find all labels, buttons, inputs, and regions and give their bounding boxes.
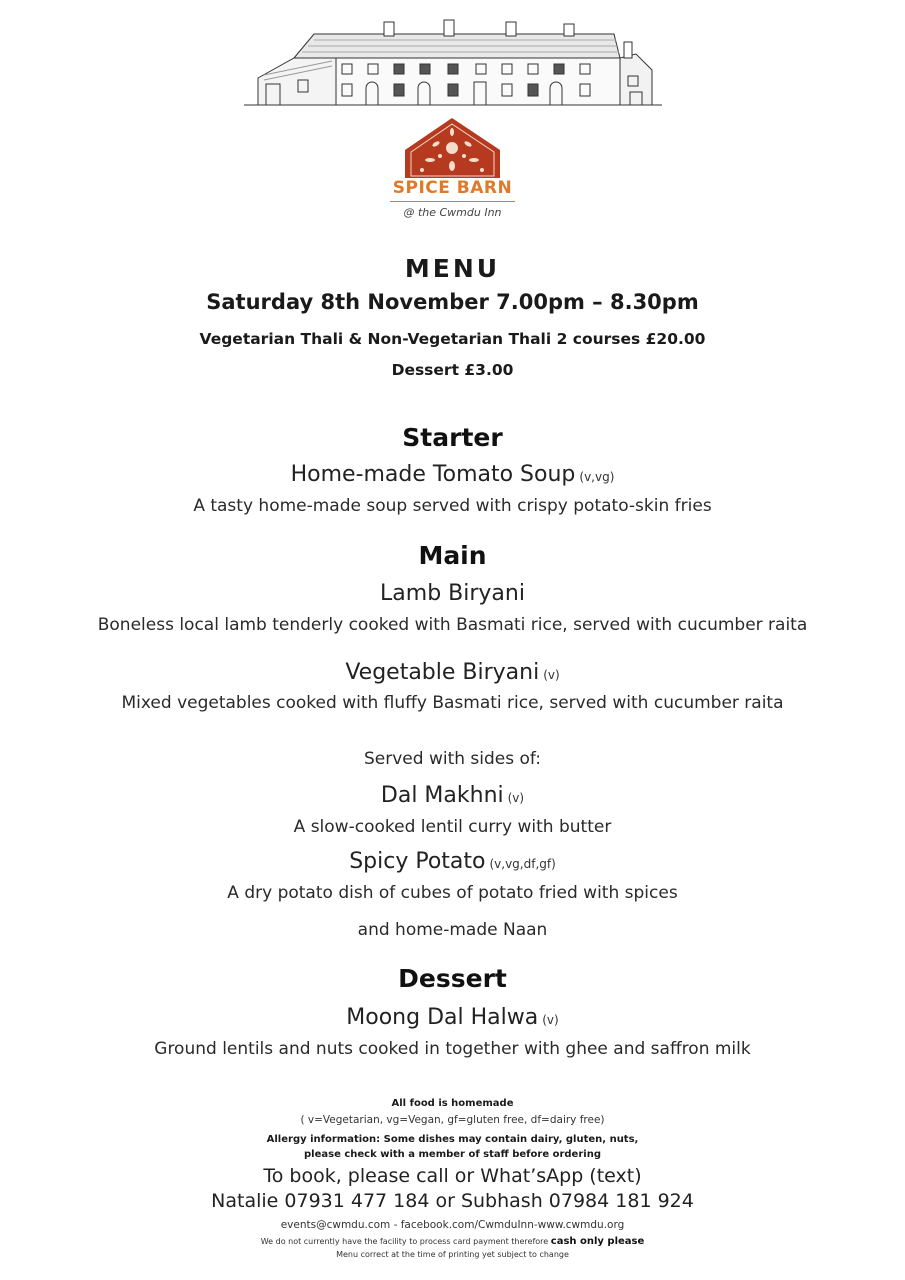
- spice-barn-logo: [380, 116, 525, 226]
- starter-description: A tasty home-made soup served with crispy potato-skin fries: [193, 496, 712, 516]
- logo-name: SPICE BARN: [392, 178, 513, 198]
- dish-name: Spicy Potato: [349, 849, 486, 874]
- dietary-key: ( v=Vegetarian, vg=Vegan, gf=gluten free, df=dairy free): [300, 1114, 605, 1126]
- inn-building-illustration: [244, 18, 662, 108]
- payment-note: [0, 1236, 905, 1247]
- side-dish-1: [0, 783, 905, 808]
- allergy-line-2: please check with a member of staff before ordering: [304, 1149, 601, 1160]
- dish-name: Home-made Tomato Soup: [290, 462, 576, 487]
- main-heading: Main: [418, 541, 487, 570]
- main-dish-1: [0, 581, 905, 606]
- main-dish-1-description: Boneless local lamb tenderly cooked with Basmati rice, served with cucumber raita: [97, 615, 808, 635]
- dessert-dish: [0, 1005, 905, 1030]
- price-line: Vegetarian Thali & Non-Vegetarian Thali 2 courses £20.00: [199, 330, 706, 348]
- allergy-line-1: Allergy information: Some dishes may contain dairy, gluten, nuts,: [266, 1134, 639, 1145]
- homemade-note: All food is homemade: [391, 1098, 514, 1109]
- menu-title: MENU: [404, 254, 501, 283]
- dish-name: Moong Dal Halwa: [346, 1005, 539, 1030]
- payment-prefix: We do not currently have the facility to process card payment therefore: [260, 1237, 549, 1246]
- side-dish-1-description: A slow-cooked lentil curry with butter: [293, 817, 612, 837]
- cash-only-note: cash only please: [550, 1236, 645, 1247]
- contact-line: events@cwmdu.com - facebook.com/CwmduInn-www.cwmdu.org: [280, 1219, 625, 1231]
- naan-line: and home-made Naan: [357, 920, 548, 940]
- booking-line-1: To book, please call or What’sApp (text): [263, 1165, 642, 1187]
- dietary-tag: (v,vg): [579, 470, 615, 484]
- sides-intro: Served with sides of:: [363, 749, 542, 769]
- dish-name: Dal Makhni: [380, 783, 504, 808]
- logo-underline: [390, 201, 515, 202]
- dietary-tag: (v,vg,df,gf): [489, 857, 556, 871]
- event-date: Saturday 8th November 7.00pm – 8.30pm: [206, 290, 699, 314]
- side-dish-2: [0, 849, 905, 874]
- dietary-tag: (v): [507, 791, 525, 805]
- barn-mandala-icon: [380, 116, 525, 178]
- dietary-tag: (v): [543, 668, 560, 682]
- logo-subtitle: @ the Cwmdu Inn: [403, 206, 502, 219]
- disclaimer: Menu correct at the time of printing yet subject to change: [336, 1250, 569, 1259]
- dietary-tag: (v): [542, 1013, 559, 1027]
- dish-name: Vegetable Biryani: [345, 660, 540, 685]
- dessert-heading: Dessert: [398, 964, 507, 993]
- side-dish-2-description: A dry potato dish of cubes of potato fried with spices: [227, 883, 678, 903]
- dessert-description: Ground lentils and nuts cooked in together with ghee and saffron milk: [154, 1039, 751, 1059]
- dish-name: Lamb Biryani: [380, 581, 525, 606]
- main-dish-2-description: Mixed vegetables cooked with fluffy Basmati rice, served with cucumber raita: [121, 693, 784, 713]
- booking-line-2: Natalie 07931 477 184 or Subhash 07984 181 924: [211, 1190, 694, 1212]
- dessert-price: Dessert £3.00: [391, 361, 514, 379]
- starter-heading: Starter: [402, 423, 503, 452]
- starter-dish: [0, 462, 905, 487]
- main-dish-2: [0, 660, 905, 685]
